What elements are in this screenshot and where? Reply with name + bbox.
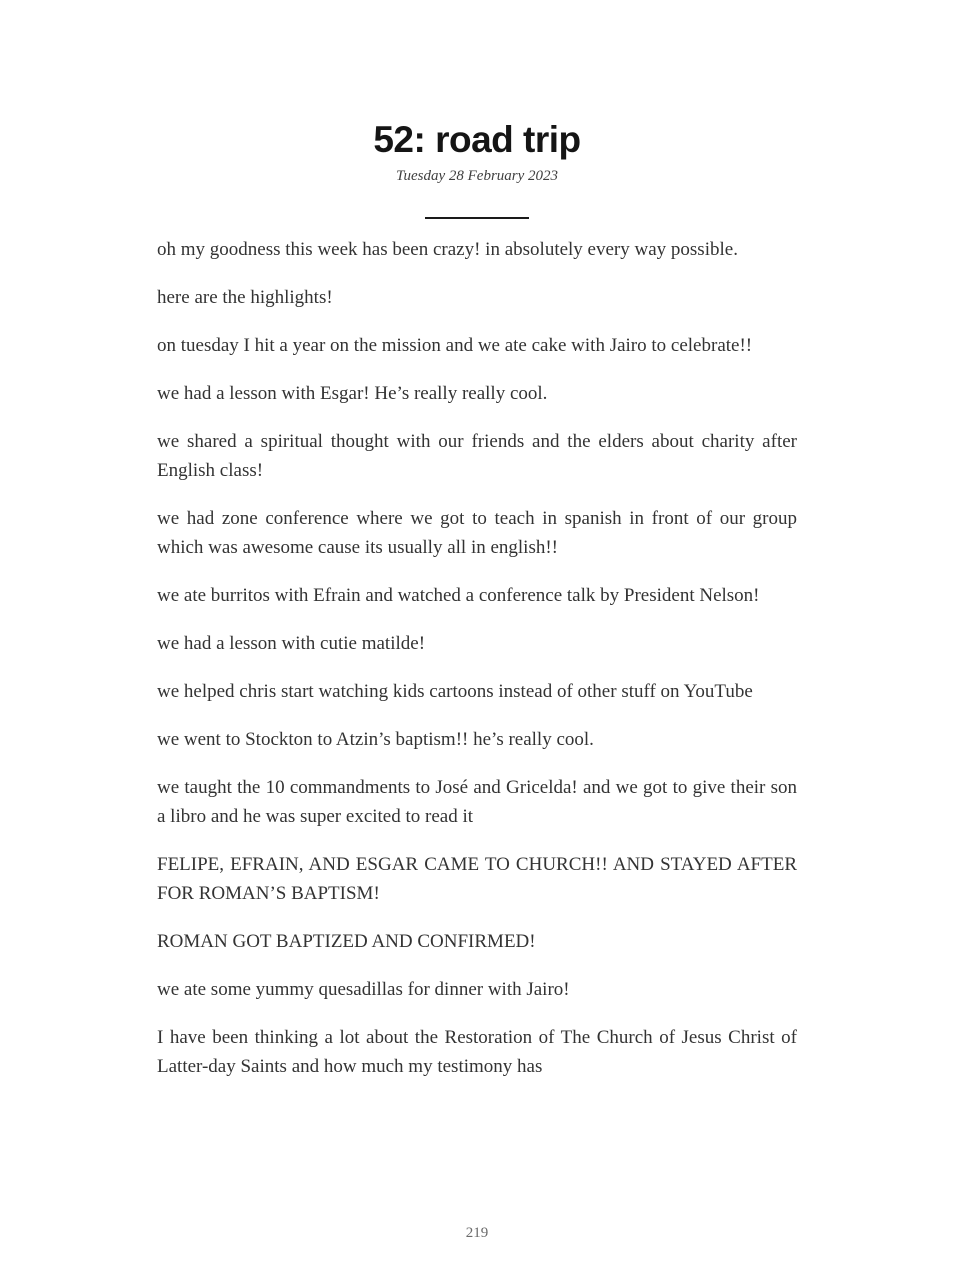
- paragraph: we had zone conference where we got to teach in spanish in front of our group which was awesome cause its usually all in english!!: [157, 508, 797, 558]
- paragraph: here are the highlights!: [157, 287, 333, 308]
- paragraph: we went to Stockton to Atzin’s baptism!! he’s really cool.: [157, 729, 594, 750]
- paragraph: we ate some yummy quesadillas for dinner with Jairo!: [157, 979, 570, 1000]
- paragraph: I have been thinking a lot about the Restoration of The Church of Jesus Christ of Latter-day Saints and how much my testimony has: [157, 1027, 797, 1077]
- paragraph: FELIPE, EFRAIN, AND ESGAR CAME TO CHURCH!! AND STAYED AFTER FOR ROMAN’S BAPTISM!: [157, 854, 797, 904]
- paragraph: we had a lesson with Esgar! He’s really really cool.: [157, 383, 548, 404]
- paragraph: we taught the 10 commandments to José and Gricelda! and we got to give their son a libro and he was super excited to read it: [157, 777, 797, 827]
- paragraph: we had a lesson with cutie matilde!: [157, 633, 426, 654]
- paragraph: we shared a spiritual thought with our friends and the elders about charity after English class!: [157, 431, 797, 481]
- entry-date: Tuesday 28 February 2023: [395, 168, 559, 184]
- page-number: 219: [465, 1225, 489, 1241]
- entry-body: [157, 235, 797, 1081]
- section-divider: [425, 217, 529, 219]
- page-title: 52: road trip: [373, 119, 581, 160]
- paragraph: on tuesday I hit a year on the mission and we ate cake with Jairo to celebrate!!: [157, 335, 753, 356]
- paragraph: ROMAN GOT BAPTIZED AND CONFIRMED!: [157, 931, 536, 952]
- entry-header: [0, 0, 954, 186]
- paragraph: we helped chris start watching kids cartoons instead of other stuff on YouTube: [157, 681, 753, 702]
- paragraph: we ate burritos with Efrain and watched a conference talk by President Nelson!: [157, 585, 760, 606]
- paragraph: oh my goodness this week has been crazy! in absolutely every way possible.: [157, 239, 738, 260]
